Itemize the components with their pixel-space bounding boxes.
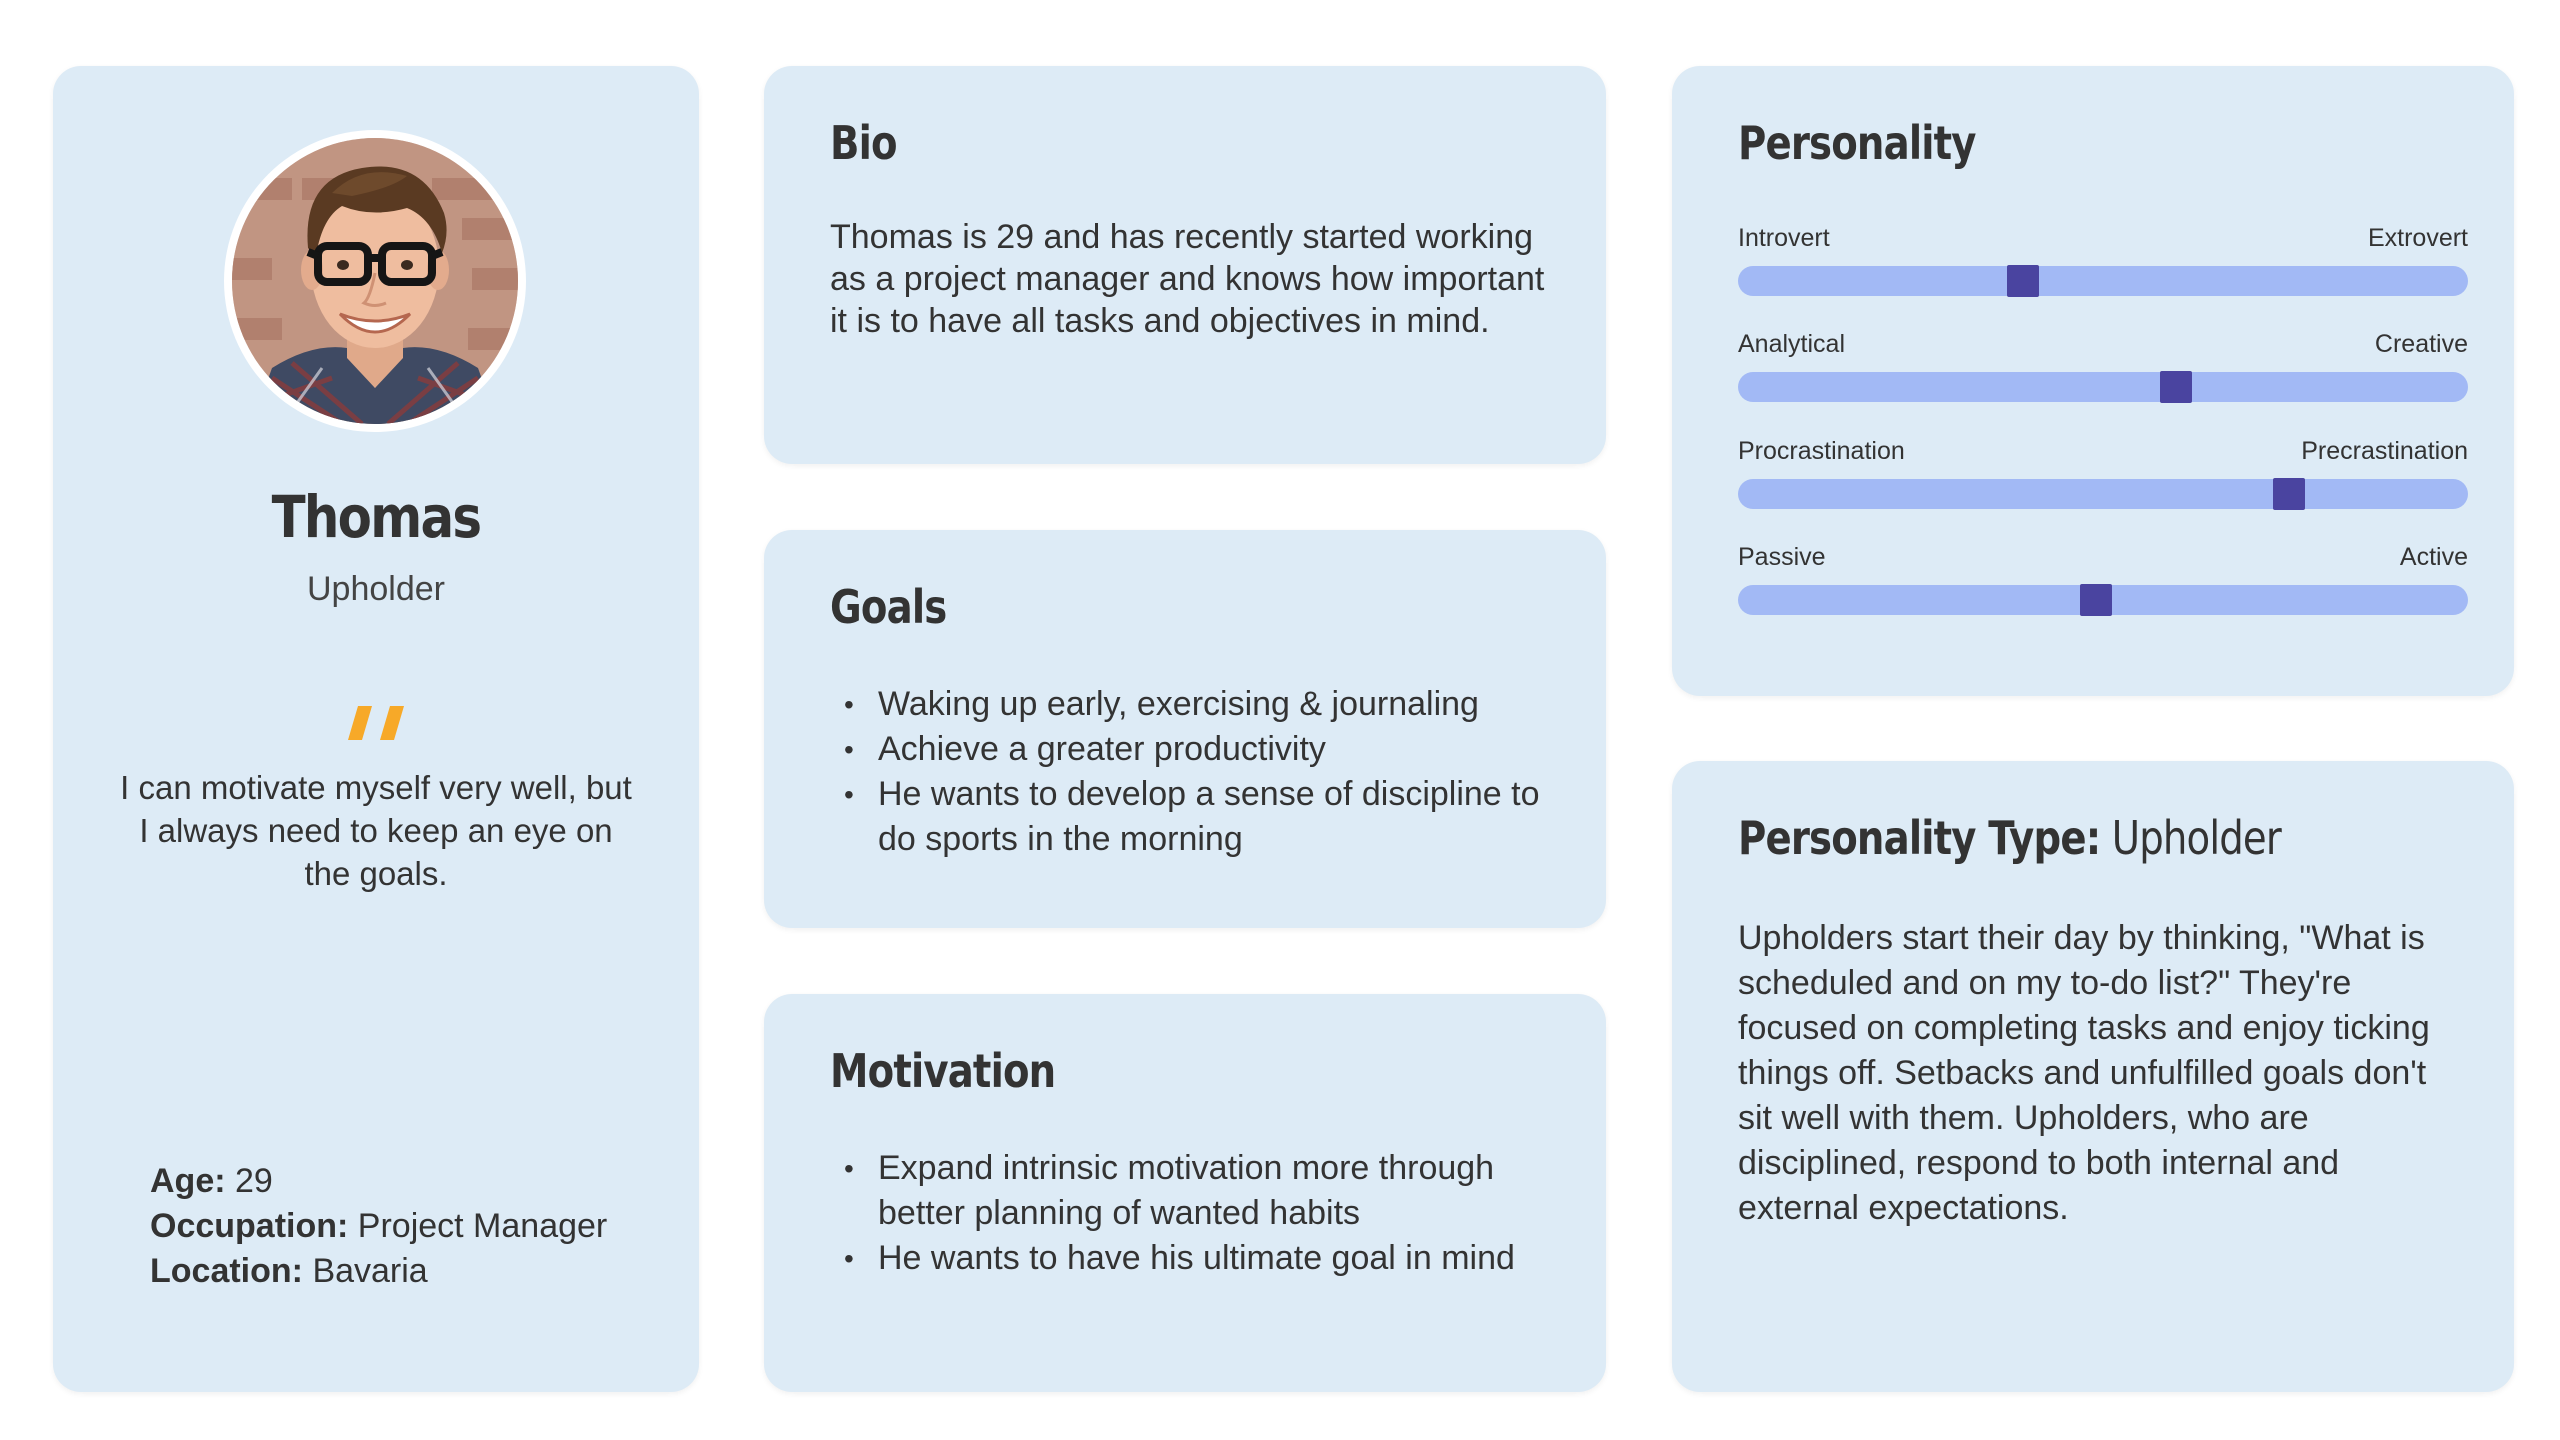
bio-title: Bio xyxy=(830,116,897,170)
personality-title: Personality xyxy=(1738,116,1976,170)
scale-right-label: Creative xyxy=(2374,330,2468,358)
scale-knob[interactable] xyxy=(2080,584,2112,616)
profile-role: Upholder xyxy=(307,570,445,608)
scale-passive-active xyxy=(1738,543,2468,623)
scale-knob[interactable] xyxy=(2007,265,2039,297)
profile-name: Thomas xyxy=(271,483,481,551)
scale-right-label: Active xyxy=(2399,543,2468,571)
scale-left-label: Procrastination xyxy=(1738,437,1905,465)
scale-procrastination-precrastination xyxy=(1738,437,2468,517)
list-item: • He wants to develop a sense of discipline to do sports in the morning xyxy=(830,772,1570,862)
fact-location xyxy=(150,1249,607,1294)
personality-type-text: Upholders start their day by thinking, "What is scheduled and on my to-do list?" They're focused on completing tasks and enjoy ticking things off. Setbacks and unfulfilled goals don't sit well with them. Upholders, who are disciplined, respond to both internal and external expectations. xyxy=(1738,919,2430,1227)
scale-right-label: Precrastination xyxy=(2301,437,2468,465)
scale-introvert-extrovert xyxy=(1738,224,2468,304)
motivation-list xyxy=(830,1146,1570,1281)
scale-knob[interactable] xyxy=(2273,478,2305,510)
scale-track xyxy=(1738,479,2468,509)
goals-list xyxy=(830,682,1570,862)
personality-type-label: Personality Type: xyxy=(1738,811,2101,865)
scale-track xyxy=(1738,585,2468,615)
motivation-title: Motivation xyxy=(830,1044,1056,1098)
fact-label: Age: xyxy=(150,1162,226,1200)
quote-icon xyxy=(53,706,699,745)
personality-type-value: Upholder xyxy=(2111,811,2281,865)
profile-quote: I can motivate myself very well, but I always need to keep an eye on the goals. xyxy=(120,769,632,892)
scale-left-label: Analytical xyxy=(1738,330,1845,358)
fact-value: Bavaria xyxy=(312,1252,428,1290)
scale-analytical-creative xyxy=(1738,330,2468,410)
goals-title: Goals xyxy=(830,580,947,634)
list-item: • He wants to have his ultimate goal in mind xyxy=(830,1236,1570,1281)
goals-card xyxy=(764,530,1606,928)
personality-type-card xyxy=(1672,761,2514,1392)
list-item: • Waking up early, exercising & journaling xyxy=(830,682,1570,727)
fact-age xyxy=(150,1159,607,1204)
list-item: • Expand intrinsic motivation more through better planning of wanted habits xyxy=(830,1146,1570,1236)
scale-knob[interactable] xyxy=(2160,371,2192,403)
person-photo-icon xyxy=(232,138,518,424)
list-item: • Achieve a greater productivity xyxy=(830,727,1570,772)
scale-track xyxy=(1738,372,2468,402)
bio-card xyxy=(764,66,1606,464)
fact-label: Occupation: xyxy=(150,1207,349,1245)
fact-label: Location: xyxy=(150,1252,303,1290)
personality-type-heading xyxy=(1738,811,2281,865)
fact-occupation xyxy=(150,1204,607,1249)
profile-facts xyxy=(150,1159,607,1294)
motivation-card xyxy=(764,994,1606,1392)
fact-value: 29 xyxy=(235,1162,273,1200)
scale-right-label: Extrovert xyxy=(2367,224,2468,252)
personality-card xyxy=(1672,66,2514,696)
profile-card xyxy=(53,66,699,1392)
fact-value: Project Manager xyxy=(357,1207,608,1245)
bio-text: Thomas is 29 and has recently started working as a project manager and knows how important it is to have all tasks and objectives in mind. xyxy=(830,218,1545,340)
avatar xyxy=(224,130,526,432)
scale-track xyxy=(1738,266,2468,296)
scale-left-label: Passive xyxy=(1738,543,1826,571)
scale-left-label: Introvert xyxy=(1738,224,1830,252)
